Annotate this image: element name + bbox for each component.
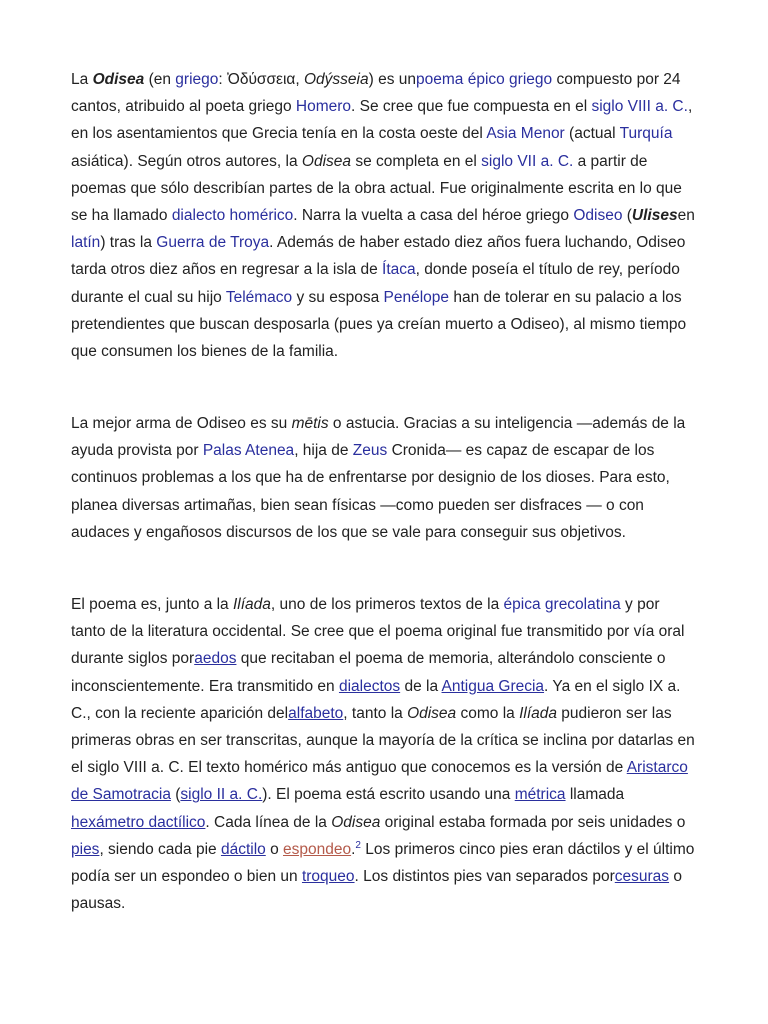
link-dialecto-homerico[interactable]: dialecto homérico xyxy=(171,207,294,225)
link-antigua-grecia[interactable]: Antigua Grecia xyxy=(441,677,545,695)
text-run: , uno de los primeros textos de la xyxy=(270,596,504,613)
link-homero[interactable]: Homero xyxy=(295,98,352,116)
text-run: o astucia. Gracias a su inteligencia —además de la ayuda provista por xyxy=(71,415,686,460)
link-siglo-viii-a-c[interactable]: siglo VIII a. C. xyxy=(591,98,688,116)
link-turquia[interactable]: Turquía xyxy=(619,125,673,143)
text-run: , hija de xyxy=(294,442,353,460)
link-troqueo[interactable]: troqueo xyxy=(301,868,355,886)
text-run: , siendo cada pie xyxy=(99,840,221,858)
text-run: , en los asentamientos que Grecia tenía en la costa oeste del xyxy=(71,98,693,143)
link-odiseo[interactable]: Odiseo xyxy=(573,207,623,225)
text-run: . Además de haber estado diez años fuera luchando, Odiseo tarda otros diez años en regresar a la isla de xyxy=(71,234,686,279)
link-alfabeto[interactable]: alfabeto xyxy=(288,704,344,722)
text-run: Cronida— es capaz de escapar de los continuos problemas a los que ha de enfrentarse por designio de los dioses. Para esto, planea diversas artimañas, bien sean físicas —como pueden ser disfraces — o con audaces y engañosos discursos de los que se vale para conseguir sus objetivos. xyxy=(71,442,670,541)
text-run: o xyxy=(265,840,283,858)
text-run: en xyxy=(677,207,695,225)
link-poema-epico-griego[interactable]: poema épico griego xyxy=(416,71,553,88)
link-hexametro-dactilico[interactable]: hexámetro dactílico xyxy=(71,813,206,831)
link-epica-grecolatina[interactable]: épica grecolatina xyxy=(503,596,621,613)
link-dactilo[interactable]: dáctilo xyxy=(220,840,266,858)
text-run: ). El poema está escrito usando una xyxy=(262,786,515,804)
text-run: ) es un xyxy=(368,71,416,88)
paragraph-intro xyxy=(71,66,697,365)
text-run: , tanto la xyxy=(343,704,408,722)
text-run: : xyxy=(218,71,227,88)
link-aedos[interactable]: aedos xyxy=(194,650,237,668)
text-run: (actual xyxy=(564,125,620,143)
text-run: . Ya en el siglo IX a. C., con la reciente aparición del xyxy=(71,677,681,722)
text-run: y su esposa xyxy=(292,288,384,306)
italic-term: Odisea xyxy=(331,813,381,831)
link-dialectos[interactable]: dialectos xyxy=(338,677,401,695)
italic-term: Odisea xyxy=(301,152,352,170)
text-run: . xyxy=(351,840,356,858)
text-run: . Los distintos pies van separados por xyxy=(354,868,615,886)
italic-term: Odisea xyxy=(407,704,457,722)
text-run: que recitaban el poema de memoria, alterándolo consciente o inconscientemente. Era transmitido en xyxy=(71,650,666,695)
text-run: asiática). Según otros autores, la xyxy=(71,152,302,170)
link-espondeo[interactable]: espondeo xyxy=(283,840,352,858)
footnote-ref[interactable]: 2 xyxy=(355,839,361,851)
text-run: La mejor arma de Odiseo es su xyxy=(71,415,292,432)
text-run: como la xyxy=(456,704,520,722)
text-run: El poema es, junto a la xyxy=(71,596,233,613)
link-cesuras[interactable]: cesuras xyxy=(614,868,670,886)
text-run: se completa en el xyxy=(351,152,482,170)
text-run: Los primeros cinco pies eran dáctilos y el último podía ser un espondeo o bien un xyxy=(71,840,695,886)
text-run: de la xyxy=(400,677,442,695)
text-run: (en xyxy=(144,71,176,88)
link-siglo-vii-a-c[interactable]: siglo VII a. C. xyxy=(481,152,574,170)
text-run: Ὀδύσσεια, xyxy=(227,71,304,88)
bold-term xyxy=(632,207,678,224)
text-run: . Narra la vuelta a casa del héroe griego xyxy=(293,207,574,225)
text-run: pudieron ser las primeras obras en ser transcritas, aunque la mayoría de la crítica se inclina por datarlas en el siglo VIII a. C. El texto homérico más antiguo que conocemos es la versión de xyxy=(71,704,695,777)
text-run: compuesto por 24 cantos, atribuido al poeta griego xyxy=(71,71,681,116)
text-run: ( xyxy=(622,207,632,225)
link-pies[interactable]: pies xyxy=(71,840,100,858)
bold-term xyxy=(93,71,145,88)
text-run: o pausas. xyxy=(71,868,682,913)
link-griego[interactable]: griego xyxy=(175,71,219,88)
link-asia-menor[interactable]: Asia Menor xyxy=(486,125,565,143)
paragraph-transmission xyxy=(71,591,697,917)
bold-italic-term: Odisea xyxy=(92,71,145,88)
link-zeus[interactable]: Zeus xyxy=(352,442,388,460)
text-run: a partir de poemas que sólo describían partes de la obra actual. Fue originalmente escrita en lo que se ha llamado xyxy=(71,152,682,225)
text-run: . Se cree que fue compuesta en el xyxy=(351,98,592,116)
italic-term: mētis xyxy=(291,415,329,432)
italic-term: Ilíada xyxy=(519,704,557,722)
link-metrica[interactable]: métrica xyxy=(514,786,566,804)
link-penelope[interactable]: Penélope xyxy=(383,288,450,306)
link-itaca[interactable]: Ítaca xyxy=(382,261,416,279)
link-guerra-de-troya[interactable]: Guerra de Troya xyxy=(156,234,270,252)
link-siglo-ii-a-c[interactable]: siglo II a. C. xyxy=(180,786,263,804)
text-run: original estaba formada por seis unidades o xyxy=(380,813,686,831)
italic-term: Odýsseia xyxy=(303,71,369,88)
link-latin[interactable]: latín xyxy=(71,234,101,252)
link-telemaco[interactable]: Telémaco xyxy=(225,288,293,306)
link-aristarco-de-samotracia[interactable]: Aristarco de Samotracia xyxy=(71,759,688,804)
italic-term: Ilíada xyxy=(233,596,271,613)
text-run: ) tras la xyxy=(100,234,157,252)
text-run: La xyxy=(71,71,93,88)
text-run: , donde poseía el título de rey, período durante el cual su hijo xyxy=(71,261,680,306)
link-palas-atenea[interactable]: Palas Atenea xyxy=(202,442,295,460)
paragraph-metis xyxy=(71,410,697,546)
text-run: han de tolerar en su palacio a los pretendientes que buscan desposarla (pues ya creían muerto a Odiseo), al mismo tiempo que consumen los bienes de la familia. xyxy=(71,288,687,361)
text-run: ( xyxy=(170,786,181,804)
bold-italic-term: Ulises xyxy=(631,207,678,225)
text-run: . Cada línea de la xyxy=(205,813,332,831)
text-run: llamada xyxy=(565,786,625,804)
text-run: y por tanto de la literatura occidental. Se cree que el poema original fue transmitido por vía oral durante siglos por xyxy=(71,596,685,668)
